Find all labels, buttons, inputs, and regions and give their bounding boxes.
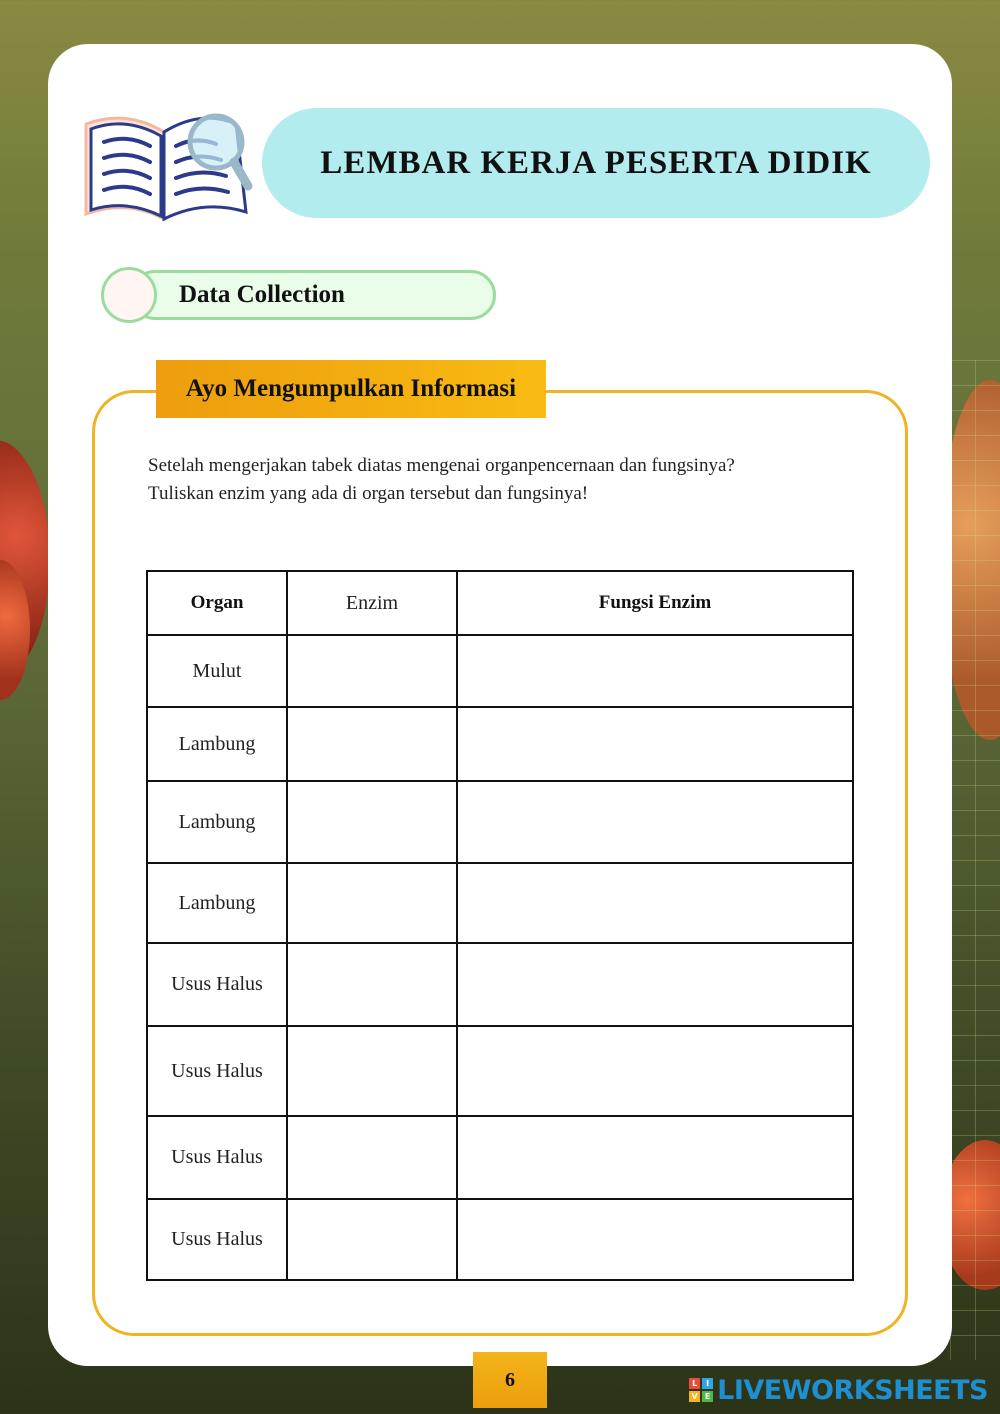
table-row: [147, 943, 853, 1026]
page-number-badge: [473, 1352, 547, 1408]
organ-cell: Lambung: [147, 863, 287, 943]
fungsi-cell[interactable]: [457, 781, 853, 863]
organ-cell: Mulut: [147, 635, 287, 707]
enzim-cell[interactable]: [287, 863, 457, 943]
instructions-line-2: Tuliskan enzim yang ada di organ tersebut dan fungsinya!: [148, 483, 589, 504]
fungsi-cell[interactable]: [457, 943, 853, 1026]
table-row: [147, 1199, 853, 1280]
header-organ: Organ: [147, 571, 287, 635]
info-panel-tab: [156, 360, 546, 418]
table-row: [147, 863, 853, 943]
liveworksheets-icon: L I V E: [689, 1378, 713, 1402]
enzyme-table: [146, 570, 854, 1281]
info-panel-title: Ayo Mengumpulkan Informasi: [185, 375, 517, 402]
enzim-cell[interactable]: [287, 1026, 457, 1116]
page-number: 6: [505, 1368, 515, 1391]
section-circle-icon: [101, 267, 157, 323]
fungsi-cell[interactable]: [457, 1026, 853, 1116]
organ-cell: Usus Halus: [147, 1199, 287, 1280]
organ-cell: Usus Halus: [147, 1026, 287, 1116]
fungsi-cell[interactable]: [457, 1116, 853, 1199]
fungsi-cell[interactable]: [457, 635, 853, 707]
enzim-cell[interactable]: [287, 943, 457, 1026]
organ-cell: Usus Halus: [147, 943, 287, 1026]
title-banner: [262, 108, 930, 218]
open-book-magnifier-icon: [76, 104, 256, 224]
table-row: [147, 707, 853, 781]
organ-cell: Lambung: [147, 707, 287, 781]
instructions: [148, 452, 848, 508]
table-row: [147, 1026, 853, 1116]
fungsi-cell[interactable]: [457, 707, 853, 781]
liveworksheets-logo[interactable]: [689, 1372, 988, 1408]
background-grid-overlay: [950, 360, 1000, 1360]
enzim-cell[interactable]: [287, 781, 457, 863]
instructions-line-1: Setelah mengerjakan tabek diatas mengenai organpencernaan dan fungsinya?: [148, 455, 735, 476]
organ-cell: Lambung: [147, 781, 287, 863]
table-row: [147, 635, 853, 707]
fungsi-cell[interactable]: [457, 1199, 853, 1280]
section-badge: [130, 270, 496, 320]
table-header-row: [147, 571, 853, 635]
enzim-cell[interactable]: [287, 1199, 457, 1280]
table-row: [147, 1116, 853, 1199]
organ-cell: Usus Halus: [147, 1116, 287, 1199]
fungsi-cell[interactable]: [457, 863, 853, 943]
liveworksheets-wordmark: LIVEWORKSHEETS: [717, 1374, 988, 1406]
enzim-cell[interactable]: [287, 635, 457, 707]
page-title: LEMBAR KERJA PESERTA DIDIK: [320, 144, 872, 181]
table-row: [147, 781, 853, 863]
enzim-cell[interactable]: [287, 707, 457, 781]
header-fungsi-enzim: Fungsi Enzim: [457, 571, 853, 635]
header-enzim: Enzim: [287, 571, 457, 635]
enzim-cell[interactable]: [287, 1116, 457, 1199]
section-label: Data Collection: [179, 281, 345, 308]
